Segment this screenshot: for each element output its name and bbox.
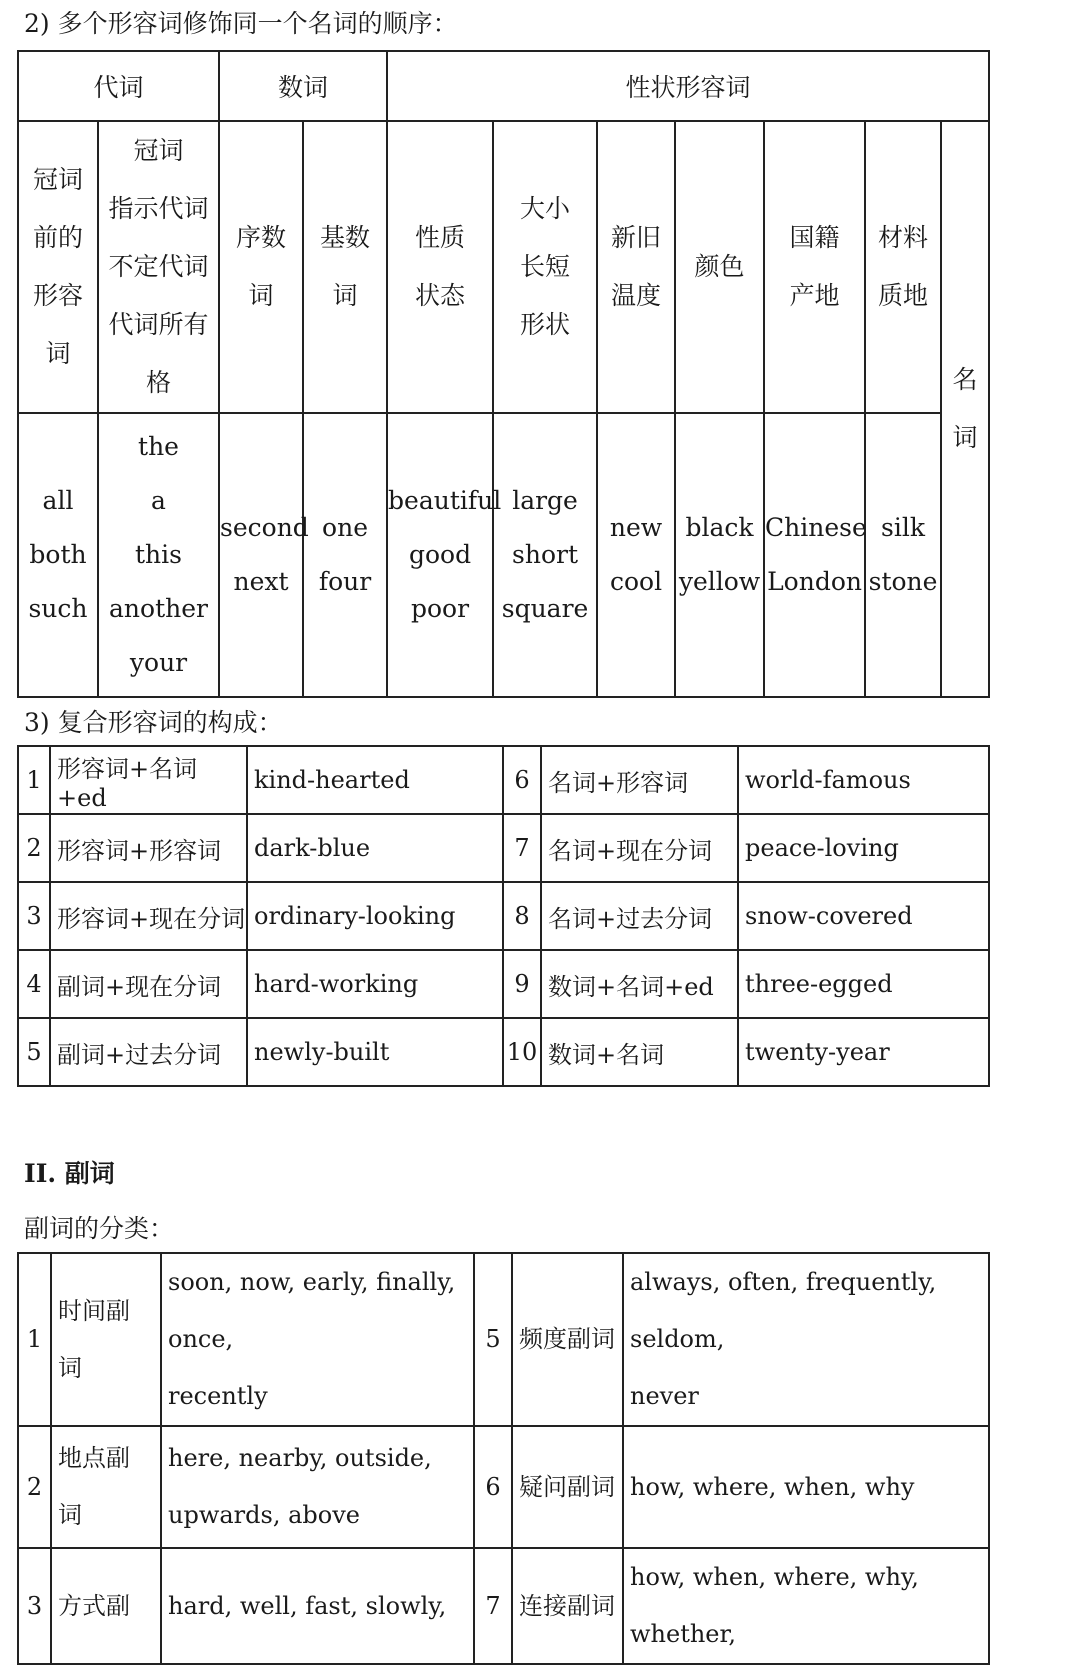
- example-word: one: [322, 513, 368, 542]
- column-examples: [865, 413, 941, 697]
- example-word: silk: [881, 513, 926, 542]
- example-word: poor: [411, 594, 470, 623]
- example-line: recently: [168, 1382, 268, 1410]
- example-line: hard, well, fast, slowly,: [168, 1591, 447, 1620]
- noun-label-line: 名: [952, 365, 978, 394]
- column-examples: [764, 413, 865, 697]
- column-examples: [597, 413, 675, 697]
- example: kind-hearted: [247, 746, 503, 814]
- example-word: this: [135, 540, 182, 569]
- example-word: yellow: [678, 567, 761, 596]
- example-line: never: [630, 1382, 699, 1410]
- row-number: 3: [18, 1548, 51, 1664]
- header-line: 不定代词: [108, 252, 209, 281]
- example-word: second: [220, 513, 309, 542]
- header-line: 冠词: [32, 165, 83, 194]
- example-word: London: [767, 567, 862, 596]
- group-pronoun: 代词: [18, 51, 219, 121]
- adverb-type: [512, 1426, 623, 1548]
- row-number: 2: [18, 1426, 51, 1548]
- adverb-examples: [623, 1548, 989, 1664]
- header-line: 前的: [32, 223, 83, 252]
- example: snow-covered: [738, 882, 989, 950]
- pattern: 副词+现在分词: [50, 950, 247, 1018]
- adverb-class-table: [17, 1252, 990, 1665]
- example-word: such: [28, 594, 88, 623]
- type-line: 词: [58, 1501, 82, 1529]
- adverbs-subtitle: 副词的分类：: [24, 1214, 175, 1243]
- example-word: new: [609, 513, 663, 542]
- row-number: 2: [18, 814, 50, 882]
- header-line: 产地: [789, 281, 840, 310]
- table-row: [18, 1253, 989, 1426]
- column-header: [493, 121, 597, 413]
- column-header: [865, 121, 941, 413]
- adverb-type: [512, 1548, 623, 1664]
- column-examples: [493, 413, 597, 697]
- table-row: [18, 814, 989, 882]
- pattern: 数词+名词: [541, 1018, 738, 1086]
- adverb-type: [512, 1253, 623, 1426]
- example-word: your: [129, 648, 188, 677]
- table-row: [18, 950, 989, 1018]
- header-line: 词: [248, 281, 274, 310]
- example-word: square: [501, 594, 589, 623]
- header-line: 质地: [878, 281, 929, 310]
- column-examples: [303, 413, 387, 697]
- row-number: 5: [474, 1253, 512, 1426]
- type-line: 地点副: [58, 1444, 130, 1472]
- adjective-order-table: [17, 50, 990, 698]
- column-header: [675, 121, 764, 413]
- example: twenty-year: [738, 1018, 989, 1086]
- row-number: 10: [503, 1018, 541, 1086]
- example-word: cool: [609, 567, 663, 596]
- adverb-examples: [623, 1426, 989, 1548]
- row-number: 9: [503, 950, 541, 1018]
- example-word: next: [233, 567, 289, 596]
- example-line: upwards, above: [168, 1501, 360, 1529]
- example-word: beautiful: [388, 486, 502, 515]
- example-word: both: [29, 540, 87, 569]
- header-line: 指示代词: [108, 194, 209, 223]
- example-word: four: [318, 567, 372, 596]
- column-header: [387, 121, 493, 413]
- row-number: 6: [474, 1426, 512, 1548]
- column-header: [597, 121, 675, 413]
- section-2-heading: 2) 多个形容词修饰同一个名词的顺序：: [24, 9, 458, 38]
- example-word: another: [109, 594, 208, 623]
- example-line: soon, now, early, finally, once,: [168, 1268, 456, 1353]
- type-line: 疑问副词: [519, 1472, 615, 1501]
- table-row: [18, 746, 989, 814]
- row-number: 5: [18, 1018, 50, 1086]
- column-header: [18, 121, 98, 413]
- row-number: 1: [18, 1253, 51, 1426]
- row-number: 1: [18, 746, 50, 814]
- compound-adjective-table: [17, 745, 990, 1087]
- example-line: how, where, when, why: [630, 1472, 915, 1501]
- header-line: 代词所有: [108, 310, 209, 339]
- example-word: Chinese: [765, 513, 867, 542]
- example-word: black: [685, 513, 754, 542]
- example-line: here, nearby, outside,: [168, 1444, 432, 1472]
- table-row: [18, 1548, 989, 1664]
- pattern: 形容词+形容词: [50, 814, 247, 882]
- adverbs-title: II. 副词: [24, 1159, 115, 1188]
- header-line: 国籍: [789, 223, 840, 252]
- header-line: 温度: [611, 281, 662, 310]
- example-word: all: [42, 486, 74, 515]
- header-line: 基数: [320, 223, 371, 252]
- type-line: 时间副: [58, 1296, 130, 1325]
- header-line: 词: [45, 339, 71, 368]
- column-examples: [98, 413, 219, 697]
- header-line: 状态: [415, 281, 466, 310]
- adverb-examples: [161, 1426, 474, 1548]
- header-line: 长短: [520, 252, 571, 281]
- row-number: 4: [18, 950, 50, 1018]
- example: dark-blue: [247, 814, 503, 882]
- example-word: stone: [868, 567, 938, 596]
- group-numeral: 数词: [219, 51, 387, 121]
- table-row: [18, 882, 989, 950]
- header-line: 大小: [520, 194, 571, 223]
- example: newly-built: [247, 1018, 503, 1086]
- example: peace-loving: [738, 814, 989, 882]
- type-line: 方式副: [58, 1591, 130, 1620]
- header-line: 新旧: [611, 223, 662, 252]
- adverb-examples: [623, 1253, 989, 1426]
- adverb-type: [51, 1548, 161, 1664]
- pattern: 副词+过去分词: [50, 1018, 247, 1086]
- header-line: 序数: [236, 223, 287, 252]
- example-word: good: [408, 540, 472, 569]
- pattern: 数词+名词+ed: [541, 950, 738, 1018]
- header-line: 形容: [32, 281, 83, 310]
- pattern: 形容词+现在分词: [50, 882, 247, 950]
- example-word: large: [512, 486, 578, 515]
- example: hard-working: [247, 950, 503, 1018]
- header-line: 格: [146, 368, 172, 397]
- row-number: 7: [474, 1548, 512, 1664]
- noun-label-line: 词: [952, 423, 978, 452]
- adverb-examples: [161, 1253, 474, 1426]
- pattern: 名词+过去分词: [541, 882, 738, 950]
- type-line: 连接副词: [519, 1591, 615, 1620]
- row-number: 3: [18, 882, 50, 950]
- noun-column: [941, 121, 989, 697]
- adverb-type: [51, 1253, 161, 1426]
- row-number: 6: [503, 746, 541, 814]
- section-3-heading: 3) 复合形容词的构成：: [24, 708, 283, 737]
- example-word: a: [151, 486, 166, 515]
- adverb-type: [51, 1426, 161, 1548]
- type-line: 词: [58, 1353, 82, 1382]
- table-row: [18, 1018, 989, 1086]
- example: ordinary-looking: [247, 882, 503, 950]
- header-line: 材料: [878, 223, 929, 252]
- column-header: [219, 121, 303, 413]
- example-word: short: [512, 540, 579, 569]
- column-examples: [219, 413, 309, 697]
- header-line: 词: [332, 281, 358, 310]
- column-header: [98, 121, 219, 413]
- header-line: 形状: [520, 310, 571, 339]
- header-line: 冠词: [133, 136, 184, 165]
- example: three-egged: [738, 950, 989, 1018]
- row-number: 8: [503, 882, 541, 950]
- group-adjective: 性状形容词: [387, 51, 989, 121]
- column-header: [303, 121, 387, 413]
- pattern: 名词+形容词: [541, 746, 738, 814]
- example-line: how, when, where, why, whether,: [630, 1563, 919, 1648]
- column-examples: [18, 413, 98, 697]
- pattern: 形容词+名词+ed: [50, 746, 247, 814]
- row-number: 7: [503, 814, 541, 882]
- column-examples: [387, 413, 502, 697]
- column-examples: [675, 413, 764, 697]
- table-row: [18, 1426, 989, 1548]
- example-line: always, often, frequently, seldom,: [630, 1268, 937, 1353]
- header-line: 颜色: [694, 252, 745, 281]
- header-line: 性质: [415, 223, 466, 252]
- pattern: 名词+现在分词: [541, 814, 738, 882]
- example: world-famous: [738, 746, 989, 814]
- type-line: 频度副词: [519, 1325, 615, 1353]
- example-word: the: [138, 432, 179, 461]
- column-header: [764, 121, 865, 413]
- adverb-examples: [161, 1548, 474, 1664]
